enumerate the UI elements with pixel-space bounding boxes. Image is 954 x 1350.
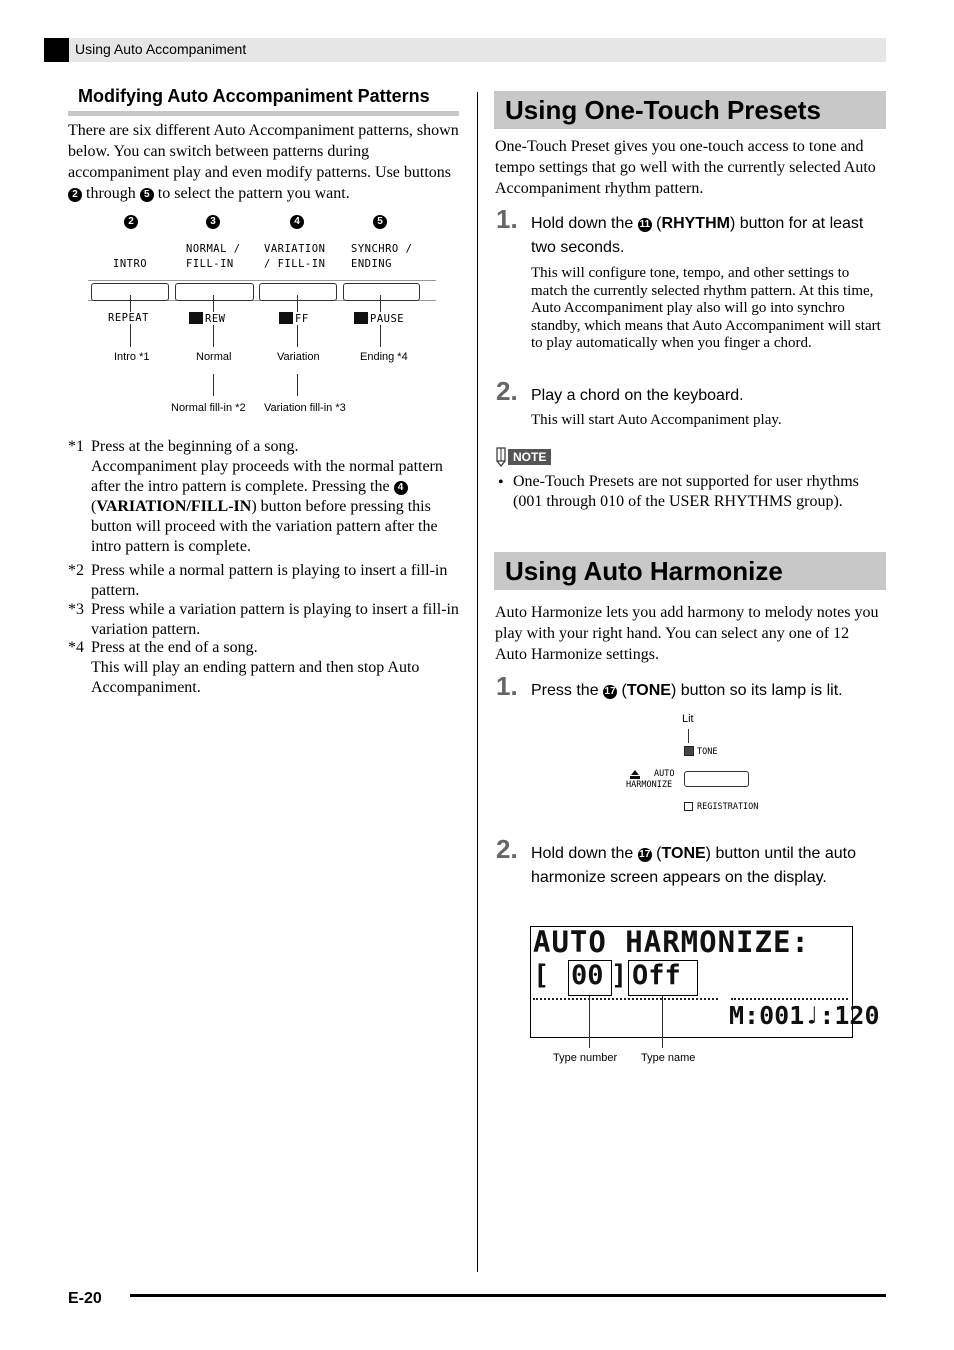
- step-number-ah-1: 1.: [496, 671, 518, 701]
- step-number-1: 1.: [496, 204, 518, 234]
- type-number-leader: [589, 996, 590, 1048]
- synchro-ending-button[interactable]: [343, 283, 420, 301]
- type-name-label: Type name: [641, 1052, 696, 1064]
- lit-label: Lit: [682, 713, 694, 725]
- step-2-instruction: Play a chord on the keyboard.: [531, 387, 744, 404]
- page-number: E-20: [68, 1290, 102, 1307]
- circled-number-17b: 17: [639, 849, 651, 860]
- label-rew: REW: [189, 312, 225, 325]
- normal-fill-in-button[interactable]: [175, 283, 254, 301]
- step-number-ah-2: 2.: [496, 834, 518, 864]
- footnote-4: *4 Press at the end of a song. This will play an ending pattern and then stop Auto Accompaniment.: [68, 639, 420, 696]
- circled-number-2: 2: [68, 188, 82, 202]
- header-marker: [44, 38, 69, 62]
- leader-line-normal-fill: [213, 374, 214, 396]
- footnote-2: *2 Press while a normal pattern is playing to insert a fill-in pattern.: [68, 562, 448, 599]
- pause-icon: [354, 312, 368, 324]
- type-name-leader: [662, 996, 663, 1048]
- pattern-intro: Intro *1: [114, 351, 150, 363]
- circled-number-11: 11: [639, 219, 651, 230]
- diagram-number-5: 5: [373, 215, 387, 229]
- label-intro: INTRO: [113, 258, 148, 270]
- lcd-line-1: AUTO HARMONIZE:: [533, 925, 810, 959]
- harmonize-label: HARMONIZE: [626, 780, 673, 790]
- left-intro-paragraph: There are six different Auto Accompaniment patterns, shown below. You can switch between patterns during accompaniment play and even modify patterns. Use buttons 2 through 5 to select the pattern you want.: [68, 122, 459, 202]
- registration-label: REGISTRATION: [697, 802, 759, 812]
- rewind-icon: [189, 312, 203, 324]
- label-ff: FF: [279, 312, 309, 325]
- tone-button[interactable]: [684, 771, 749, 787]
- label-normal-fill-in: NORMAL / FILL-IN: [186, 243, 241, 270]
- diagram-number-4: 4: [290, 215, 304, 229]
- lit-leader-line: [688, 729, 689, 743]
- note-pencil-icon: [494, 446, 508, 468]
- note-label: NOTE: [508, 449, 551, 465]
- lcd-display: [530, 925, 880, 1038]
- one-touch-intro: One-Touch Preset gives you one-touch access to tone and tempo settings that go well with the currently selected Auto Accompaniment rhythm pattern.: [495, 138, 876, 197]
- pattern-normal: Normal: [196, 351, 232, 363]
- lcd-type-name: Off: [632, 960, 681, 991]
- leader-line-variation-fill: [297, 374, 298, 396]
- tone-panel-label: TONE: [697, 747, 718, 757]
- column-divider: [477, 92, 478, 1272]
- step-2-detail: This will start Auto Accompaniment play.: [531, 412, 782, 428]
- step-1-instruction: Hold down the 11 (RHYTHM) button for at least two seconds.: [531, 215, 864, 256]
- ah-step-2-instruction: Hold down the 17 (TONE) button until the auto harmonize screen appears on the display.: [531, 845, 856, 886]
- lcd-measure-tempo: M:001♩:120: [729, 1001, 880, 1030]
- panel-edge-top: [88, 280, 436, 281]
- auto-harmonize-intro: Auto Harmonize lets you add harmony to melody notes you play with your right hand. You can select any one of 12 Auto Harmonize settings.: [495, 604, 879, 663]
- pattern-ending: Ending *4: [360, 351, 408, 363]
- label-synchro-ending: SYNCHRO / ENDING: [351, 243, 413, 270]
- lcd-bracket-right: ]: [611, 960, 628, 991]
- note-text: One-Touch Presets are not supported for user rhythms (001 through 010 of the USER RHYTHMS group).: [513, 473, 859, 510]
- section-title-modifying: Modifying Auto Accompaniment Patterns: [78, 86, 430, 106]
- auto-label: AUTO: [654, 769, 675, 779]
- fast-forward-icon: [279, 312, 293, 324]
- registration-lamp: [684, 802, 693, 811]
- circled-number-17: 17: [604, 686, 616, 697]
- lcd-type-number: 00: [571, 960, 604, 991]
- pattern-variation-fill-in: Variation fill-in *3: [264, 402, 346, 414]
- title-underline: [68, 111, 459, 116]
- footer-rule: [130, 1294, 886, 1297]
- circled-number-5: 5: [140, 188, 154, 202]
- circled-number-4: 4: [394, 481, 408, 495]
- footnote-3: *3 Press while a variation pattern is playing to insert a fill-in variation pattern.: [68, 601, 459, 638]
- harmonize-icon: [629, 767, 641, 777]
- label-repeat: REPEAT: [108, 312, 149, 324]
- heading-one-touch-presets: Using One-Touch Presets: [494, 91, 886, 129]
- lcd-bracket-left: [: [533, 960, 550, 991]
- note-badge: [494, 446, 551, 468]
- diagram-number-3: 3: [206, 215, 220, 229]
- ah-step-1-instruction: Press the 17 (TONE) button so its lamp is lit.: [531, 682, 843, 699]
- label-variation-fill-in: VARIATION / FILL-IN: [264, 243, 326, 270]
- lcd-segment-row-left: [533, 998, 718, 1002]
- tone-lamp-lit: [684, 746, 694, 756]
- heading-auto-harmonize: Using Auto Harmonize: [494, 552, 886, 590]
- label-pause: PAUSE: [354, 312, 404, 325]
- diagram-number-2: 2: [124, 215, 138, 229]
- variation-fill-in-button[interactable]: [259, 283, 337, 301]
- pattern-variation: Variation: [277, 351, 320, 363]
- footnote-1: *1 Press at the beginning of a song. Accompaniment play proceeds with the normal pattern after the intro pattern is complete. Pressing the 4 (VARIATION/FILL-IN) button before pressing this button will proceed with the variation pattern after the intro pattern is complete.: [68, 438, 443, 555]
- step-1-detail: This will configure tone, tempo, and other settings to match the currently selected rhythm pattern. At this time, Auto Accompaniment play also will go into synchro standby, which means that Auto Accompaniment will start to play automatically when you finger a chord.: [531, 265, 881, 351]
- note-bullet: •: [498, 474, 504, 491]
- step-number-2: 2.: [496, 376, 518, 406]
- type-number-label: Type number: [553, 1052, 618, 1064]
- header-title: Using Auto Accompaniment: [75, 41, 247, 57]
- pattern-normal-fill-in: Normal fill-in *2: [171, 402, 246, 414]
